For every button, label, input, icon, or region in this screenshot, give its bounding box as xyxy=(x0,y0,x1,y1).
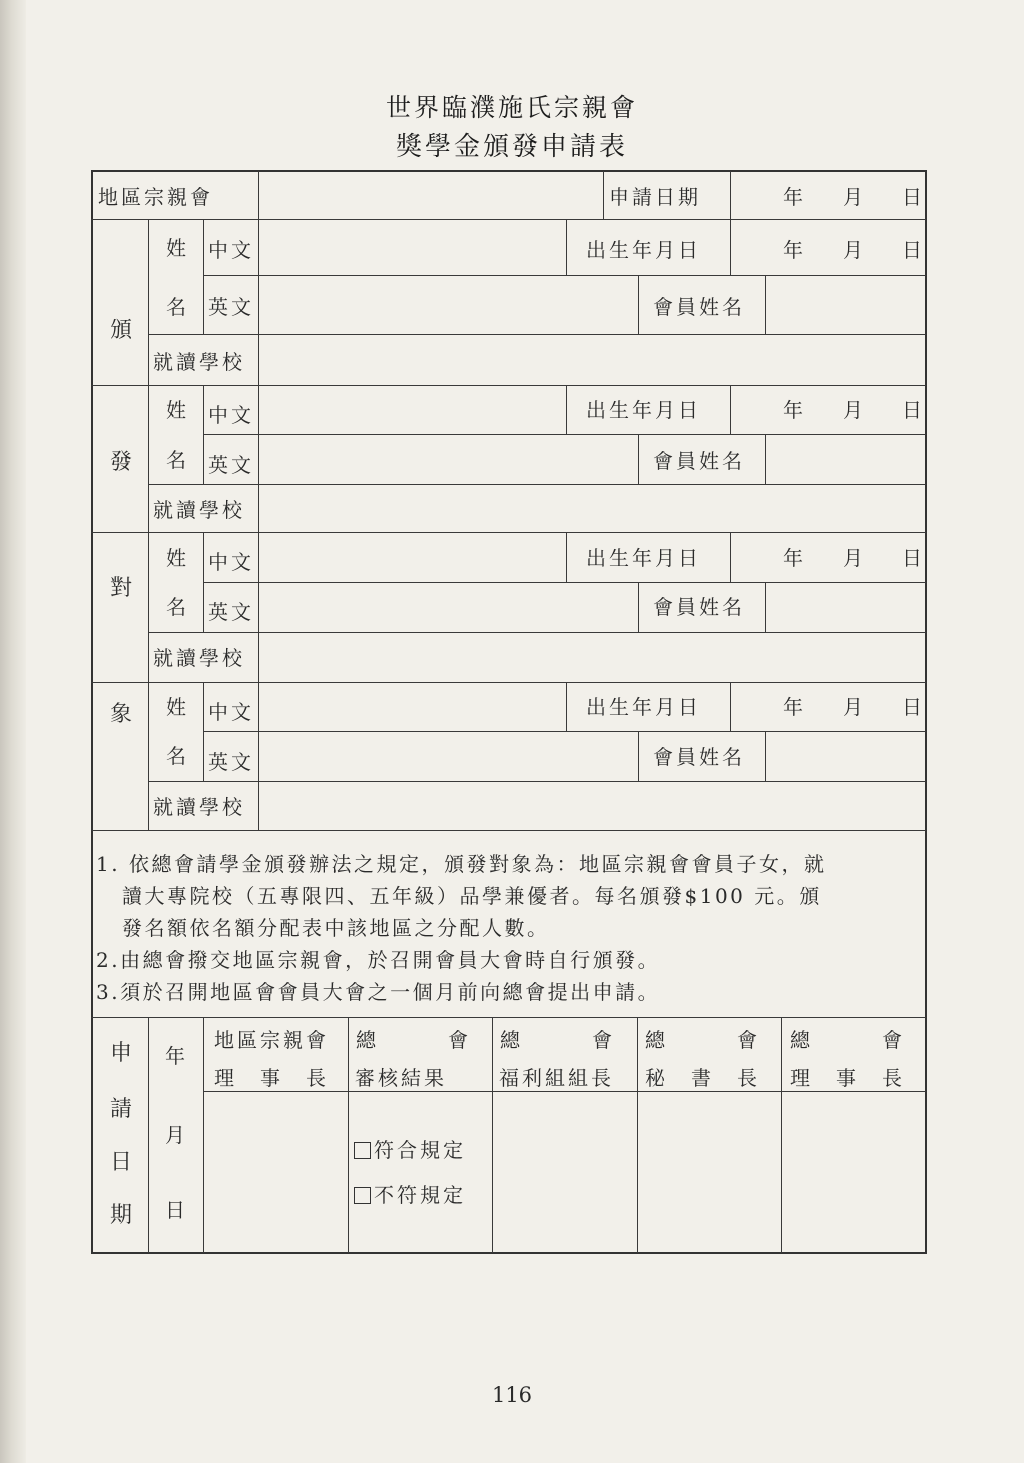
grid-line xyxy=(765,582,766,632)
chinese-name-label: 中文 xyxy=(208,700,254,724)
grid-line xyxy=(203,682,204,781)
school-label: 就讀學校 xyxy=(153,350,245,374)
grid-line xyxy=(258,682,259,830)
grid-line xyxy=(91,219,926,220)
branch-label: 地區宗親會 xyxy=(98,185,213,209)
note-line-1: 1. 依總會請學金頒發辦法之規定，頒發對象為：地區宗親會會員子女，就 xyxy=(96,852,827,876)
grid-line xyxy=(91,830,926,831)
grid-line xyxy=(765,434,766,484)
grid-line xyxy=(258,532,259,682)
name-label-char-2: 名 xyxy=(166,295,189,319)
branch-input[interactable] xyxy=(259,172,602,218)
chinese-name-label: 中文 xyxy=(208,403,254,427)
birth-day-unit: 日 xyxy=(902,398,925,422)
english-name-label: 英文 xyxy=(208,295,254,319)
grid-line xyxy=(148,484,926,485)
grid-line xyxy=(91,1017,926,1018)
apply-year-unit: 年 xyxy=(783,185,806,209)
school-label: 就讀學校 xyxy=(153,795,245,819)
chair-header-2: 理 事 長 xyxy=(790,1066,905,1090)
birth-month-unit: 月 xyxy=(843,546,866,570)
name-label-char-2: 名 xyxy=(166,448,189,472)
grid-line xyxy=(566,385,567,434)
member-name-label: 會員姓名 xyxy=(653,745,745,769)
page-number: 116 xyxy=(491,1383,533,1407)
signoff-month-char: 月 xyxy=(165,1123,185,1147)
school-label: 就讀學校 xyxy=(153,646,245,670)
grid-line xyxy=(203,1091,926,1092)
birth-year-unit: 年 xyxy=(783,695,806,719)
name-label-char-1: 姓 xyxy=(166,398,189,422)
welfare-header-1: 總 會 xyxy=(500,1028,615,1052)
grid-line xyxy=(638,731,639,781)
note-line-3: 發名額依名額分配表中該地區之分配人數。 xyxy=(122,916,550,940)
grid-line xyxy=(566,682,567,731)
birth-month-unit: 月 xyxy=(843,695,866,719)
member-name-label: 會員姓名 xyxy=(653,295,745,319)
recipients-side-label-1: 頒 xyxy=(110,318,133,343)
grid-line xyxy=(203,532,204,632)
signoff-apply-char-3: 日 xyxy=(110,1150,133,1175)
signoff-day-char: 日 xyxy=(165,1198,185,1222)
grid-line xyxy=(730,532,731,582)
apply-month-unit: 月 xyxy=(843,185,866,209)
grid-line xyxy=(148,219,149,830)
check-noncompliant[interactable] xyxy=(354,1185,466,1205)
signoff-year-char: 年 xyxy=(165,1044,185,1068)
note-line-4: 2.由總會撥交地區宗親會，於召開會員大會時自行頒發。 xyxy=(96,948,661,972)
grid-line xyxy=(603,171,604,219)
grid-line xyxy=(566,275,926,276)
grid-line xyxy=(258,219,259,385)
grid-line xyxy=(148,334,926,335)
book-binding-shadow xyxy=(0,0,26,1463)
review-header-1: 總 會 xyxy=(356,1028,471,1052)
grid-line xyxy=(781,1017,782,1253)
grid-line xyxy=(730,682,731,731)
grid-line xyxy=(492,1017,493,1253)
birth-date-label: 出生年月日 xyxy=(586,695,701,719)
checkbox-icon[interactable] xyxy=(354,1187,371,1204)
english-name-label: 英文 xyxy=(208,750,254,774)
birth-year-unit: 年 xyxy=(783,398,806,422)
birth-day-unit: 日 xyxy=(902,238,925,262)
branch-chair-header-2: 理 事 長 xyxy=(214,1066,329,1090)
grid-line xyxy=(765,731,766,781)
grid-line xyxy=(91,532,926,533)
birth-month-unit: 月 xyxy=(843,398,866,422)
grid-line xyxy=(566,434,926,435)
name-label-char-2: 名 xyxy=(166,595,189,619)
apply-day-unit: 日 xyxy=(902,185,925,209)
signoff-apply-char-2: 請 xyxy=(110,1097,133,1122)
grid-line xyxy=(566,532,567,582)
grid-line xyxy=(91,385,926,386)
chair-header-1: 總 會 xyxy=(790,1028,905,1052)
name-label-char-1: 姓 xyxy=(166,236,189,260)
signoff-apply-char-4: 期 xyxy=(110,1203,133,1228)
birth-month-unit: 月 xyxy=(843,238,866,262)
member-name-label: 會員姓名 xyxy=(653,595,745,619)
grid-line xyxy=(566,219,567,275)
grid-line xyxy=(637,1017,638,1253)
recipients-side-label-3: 對 xyxy=(110,576,133,601)
grid-line xyxy=(91,682,926,683)
grid-line xyxy=(348,1017,349,1253)
birth-date-label: 出生年月日 xyxy=(586,238,701,262)
grid-line xyxy=(148,632,926,633)
grid-line xyxy=(638,582,639,632)
signoff-apply-char-1: 申 xyxy=(110,1041,133,1066)
apply-date-label: 申請日期 xyxy=(609,185,701,209)
grid-line xyxy=(258,385,259,532)
recipients-side-label-4: 象 xyxy=(110,702,133,727)
secretary-header-1: 總 會 xyxy=(645,1028,760,1052)
grid-line xyxy=(638,434,639,484)
birth-year-unit: 年 xyxy=(783,238,806,262)
checkbox-icon[interactable] xyxy=(354,1142,371,1159)
birth-day-unit: 日 xyxy=(902,695,925,719)
review-header-2: 審核結果 xyxy=(355,1066,447,1090)
grid-line xyxy=(148,1017,149,1253)
grid-line xyxy=(566,731,926,732)
grid-line xyxy=(203,1017,204,1253)
note-line-5: 3.須於召開地區會會員大會之一個月前向總會提出申請。 xyxy=(96,980,661,1004)
branch-chair-header-1: 地區宗親會 xyxy=(214,1028,329,1052)
grid-line xyxy=(730,171,731,219)
org-title: 世界臨濮施氏宗親會 xyxy=(385,93,638,122)
grid-line xyxy=(638,275,639,334)
birth-date-label: 出生年月日 xyxy=(586,546,701,570)
grid-line xyxy=(730,219,731,275)
grid-line xyxy=(148,781,926,782)
member-name-label: 會員姓名 xyxy=(653,449,745,473)
rules-notes xyxy=(96,848,924,1008)
english-name-label: 英文 xyxy=(208,600,254,624)
note-line-2: 讀大專院校（五專限四、五年級）品學兼優者。每名頒發$100 元。頒 xyxy=(122,884,822,908)
chinese-name-label: 中文 xyxy=(208,550,254,574)
name-label-char-1: 姓 xyxy=(166,695,189,719)
grid-line xyxy=(765,275,766,334)
birth-day-unit: 日 xyxy=(902,546,925,570)
form-title: 獎學金頒發申請表 xyxy=(395,132,628,162)
english-name-label: 英文 xyxy=(208,453,254,477)
check-noncompliant-label: 不符規定 xyxy=(374,1183,466,1207)
grid-line xyxy=(203,385,204,484)
name-label-char-2: 名 xyxy=(166,744,189,768)
secretary-header-2: 秘 書 長 xyxy=(645,1066,760,1090)
check-compliant[interactable] xyxy=(354,1140,466,1160)
birth-year-unit: 年 xyxy=(783,546,806,570)
grid-line xyxy=(730,385,731,434)
school-label: 就讀學校 xyxy=(153,498,245,522)
grid-line xyxy=(203,219,204,334)
chinese-name-label: 中文 xyxy=(208,238,254,262)
check-compliant-label: 符合規定 xyxy=(374,1138,466,1162)
name-label-char-1: 姓 xyxy=(166,546,189,570)
grid-line xyxy=(566,582,926,583)
welfare-header-2: 福利組組長 xyxy=(499,1066,614,1090)
recipients-side-label-2: 發 xyxy=(110,450,133,475)
birth-date-label: 出生年月日 xyxy=(586,398,701,422)
